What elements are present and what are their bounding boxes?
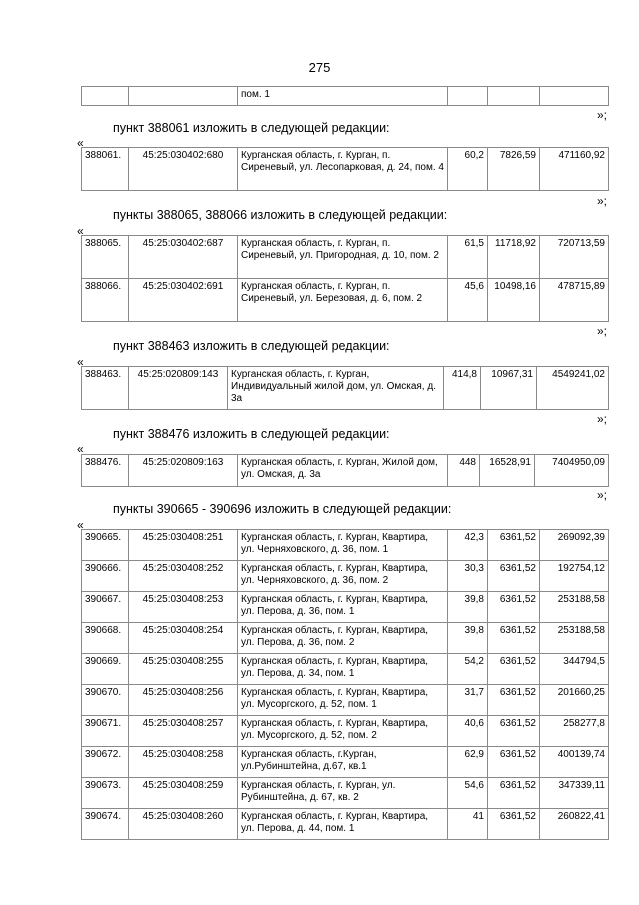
closing-quote: »; [597,488,608,502]
cell-number: 390668. [82,623,129,654]
closing-quote: »; [597,108,608,122]
cell-number: 390669. [82,654,129,685]
cell-number: 388061. [82,148,129,191]
cell-address: Курганская область, г. Курган, Квартира, ул. Перова, д. 44, пом. 1 [238,809,448,840]
cell-rate: 11718,92 [488,236,540,279]
cell-number: 390673. [82,778,129,809]
cell-address: Курганская область, г. Курган, п. Сиреневый, ул. Лесопарковая, д. 24, пом. 4 [238,148,448,191]
opening-quote: « [77,518,84,532]
cell-area: 42,3 [448,530,488,561]
table-row [82,778,609,809]
cell-area: 40,6 [448,716,488,747]
section-table [81,529,609,840]
cell-cost: 253188,58 [540,592,609,623]
cell-address: Курганская область, г. Курган, Индивидуальный жилой дом, ул. Омская, д. 3а [228,367,444,410]
cell-area: 39,8 [448,623,488,654]
cell-cadastral: 45:25:030408:252 [129,561,238,592]
cell-rate: 6361,52 [488,623,540,654]
section-heading: пункт 388463 изложить в следующей редакции: [113,339,390,353]
table-row [82,87,609,106]
cell-rate: 7826,59 [488,148,540,191]
cell-cadastral: 45:25:030408:260 [129,809,238,840]
table-row [82,561,609,592]
cell-cadastral: 45:25:030408:258 [129,747,238,778]
cell-address: Курганская область, г. Курган, ул. Рубинштейна, д. 67, кв. 2 [238,778,448,809]
closing-quote: »; [597,194,608,208]
fragment-table [81,86,609,106]
cell-cost: 400139,74 [540,747,609,778]
opening-quote: « [77,224,84,238]
cell-cost: 258277,8 [540,716,609,747]
cell-number: 390665. [82,530,129,561]
cell-cost: 201660,25 [540,685,609,716]
table-row [82,279,609,322]
cell-cost: 478715,89 [540,279,609,322]
cell-area: 54,6 [448,778,488,809]
cell-cost: 4549241,02 [537,367,609,410]
cell-cadastral: 45:25:030408:251 [129,530,238,561]
table-row [82,747,609,778]
section-table [81,147,609,191]
cell-number: 390670. [82,685,129,716]
cell-cost: 192754,12 [540,561,609,592]
cell-rate: 6361,52 [488,778,540,809]
cell-address: пом. 1 [238,87,448,106]
cell-cadastral: 45:25:020809:143 [129,367,228,410]
section-heading: пункты 388065, 388066 изложить в следующей редакции: [113,208,448,222]
cell-rate [488,87,540,106]
cell-cadastral: 45:25:030408:253 [129,592,238,623]
cell-rate: 6361,52 [488,654,540,685]
cell-address: Курганская область, г. Курган, п. Сиреневый, ул. Пригородная, д. 10, пом. 2 [238,236,448,279]
closing-quote: »; [597,412,608,426]
cell-cadastral: 45:25:030408:257 [129,716,238,747]
cell-cadastral: 45:25:030408:254 [129,623,238,654]
opening-quote: « [77,355,84,369]
cell-cadastral [129,87,238,106]
cell-cost: 269092,39 [540,530,609,561]
cell-cost: 344794,5 [540,654,609,685]
cell-cost [540,87,609,106]
cell-address: Курганская область, г.Курган, ул.Рубинштейна, д.67, кв.1 [238,747,448,778]
cell-address: Курганская область, г. Курган, Квартира, ул. Перова, д. 36, пом. 1 [238,592,448,623]
cell-cost: 347339,11 [540,778,609,809]
cell-cost: 260822,41 [540,809,609,840]
section-table [81,235,609,322]
cell-area: 60,2 [448,148,488,191]
cell-number: 388065. [82,236,129,279]
cell-rate: 10967,31 [481,367,537,410]
opening-quote: « [77,136,84,150]
cell-cost: 471160,92 [540,148,609,191]
table-row [82,809,609,840]
cell-rate: 6361,52 [488,561,540,592]
cell-cadastral: 45:25:030402:680 [129,148,238,191]
cell-rate: 10498,16 [488,279,540,322]
cell-number: 390672. [82,747,129,778]
table-row [82,367,609,410]
cell-number: 388066. [82,279,129,322]
cell-rate: 6361,52 [488,716,540,747]
table-row [82,685,609,716]
section-table [81,454,609,487]
cell-address: Курганская область, г. Курган, Квартира, ул. Мусоргского, д. 52, пом. 2 [238,716,448,747]
table-row [82,654,609,685]
table-row [82,455,609,487]
cell-rate: 6361,52 [488,530,540,561]
cell-cadastral: 45:25:030408:259 [129,778,238,809]
section-table [81,366,609,410]
cell-area: 62,9 [448,747,488,778]
cell-cadastral: 45:25:030402:687 [129,236,238,279]
cell-area: 31,7 [448,685,488,716]
table-row [82,148,609,191]
table-row [82,623,609,654]
cell-area [448,87,488,106]
cell-area: 448 [448,455,480,487]
section-heading: пункты 390665 - 390696 изложить в следующей редакции: [113,502,452,516]
cell-rate: 6361,52 [488,809,540,840]
table-row [82,530,609,561]
cell-area: 414,8 [444,367,481,410]
cell-number: 390667. [82,592,129,623]
cell-cost: 253188,58 [540,623,609,654]
cell-rate: 6361,52 [488,685,540,716]
cell-address: Курганская область, г. Курган, Квартира, ул. Мусоргского, д. 52, пом. 1 [238,685,448,716]
cell-address: Курганская область, г. Курган, Жилой дом, ул. Омская, д. 3а [238,455,448,487]
opening-quote: « [77,442,84,456]
table-row [82,236,609,279]
cell-area: 41 [448,809,488,840]
cell-area: 54,2 [448,654,488,685]
cell-rate: 6361,52 [488,747,540,778]
section-heading: пункт 388061 изложить в следующей редакции: [113,121,390,135]
section-heading: пункт 388476 изложить в следующей редакции: [113,427,390,441]
cell-area: 30,3 [448,561,488,592]
cell-number: 390674. [82,809,129,840]
cell-address: Курганская область, г. Курган, п. Сиреневый, ул. Березовая, д. 6, пом. 2 [238,279,448,322]
cell-number: 390671. [82,716,129,747]
cell-cadastral: 45:25:030408:256 [129,685,238,716]
cell-cadastral: 45:25:030402:691 [129,279,238,322]
closing-quote: »; [597,324,608,338]
cell-address: Курганская область, г. Курган, Квартира, ул. Черняховского, д. 36, пом. 2 [238,561,448,592]
cell-address: Курганская область, г. Курган, Квартира, ул. Перова, д. 36, пом. 2 [238,623,448,654]
table-row [82,716,609,747]
cell-cost: 7404950,09 [535,455,609,487]
cell-area: 39,8 [448,592,488,623]
cell-number: 390666. [82,561,129,592]
cell-area: 45,6 [448,279,488,322]
cell-rate: 16528,91 [480,455,535,487]
cell-area: 61,5 [448,236,488,279]
page-number: 275 [308,60,331,75]
table-row [82,592,609,623]
cell-cost: 720713,59 [540,236,609,279]
cell-number: 388463. [82,367,129,410]
cell-rate: 6361,52 [488,592,540,623]
cell-number: 388476. [82,455,129,487]
cell-cadastral: 45:25:030408:255 [129,654,238,685]
cell-cadastral: 45:25:020809:163 [129,455,238,487]
cell-address: Курганская область, г. Курган, Квартира, ул. Перова, д. 34, пом. 1 [238,654,448,685]
cell-number [82,87,129,106]
cell-address: Курганская область, г. Курган, Квартира, ул. Черняховского, д. 36, пом. 1 [238,530,448,561]
